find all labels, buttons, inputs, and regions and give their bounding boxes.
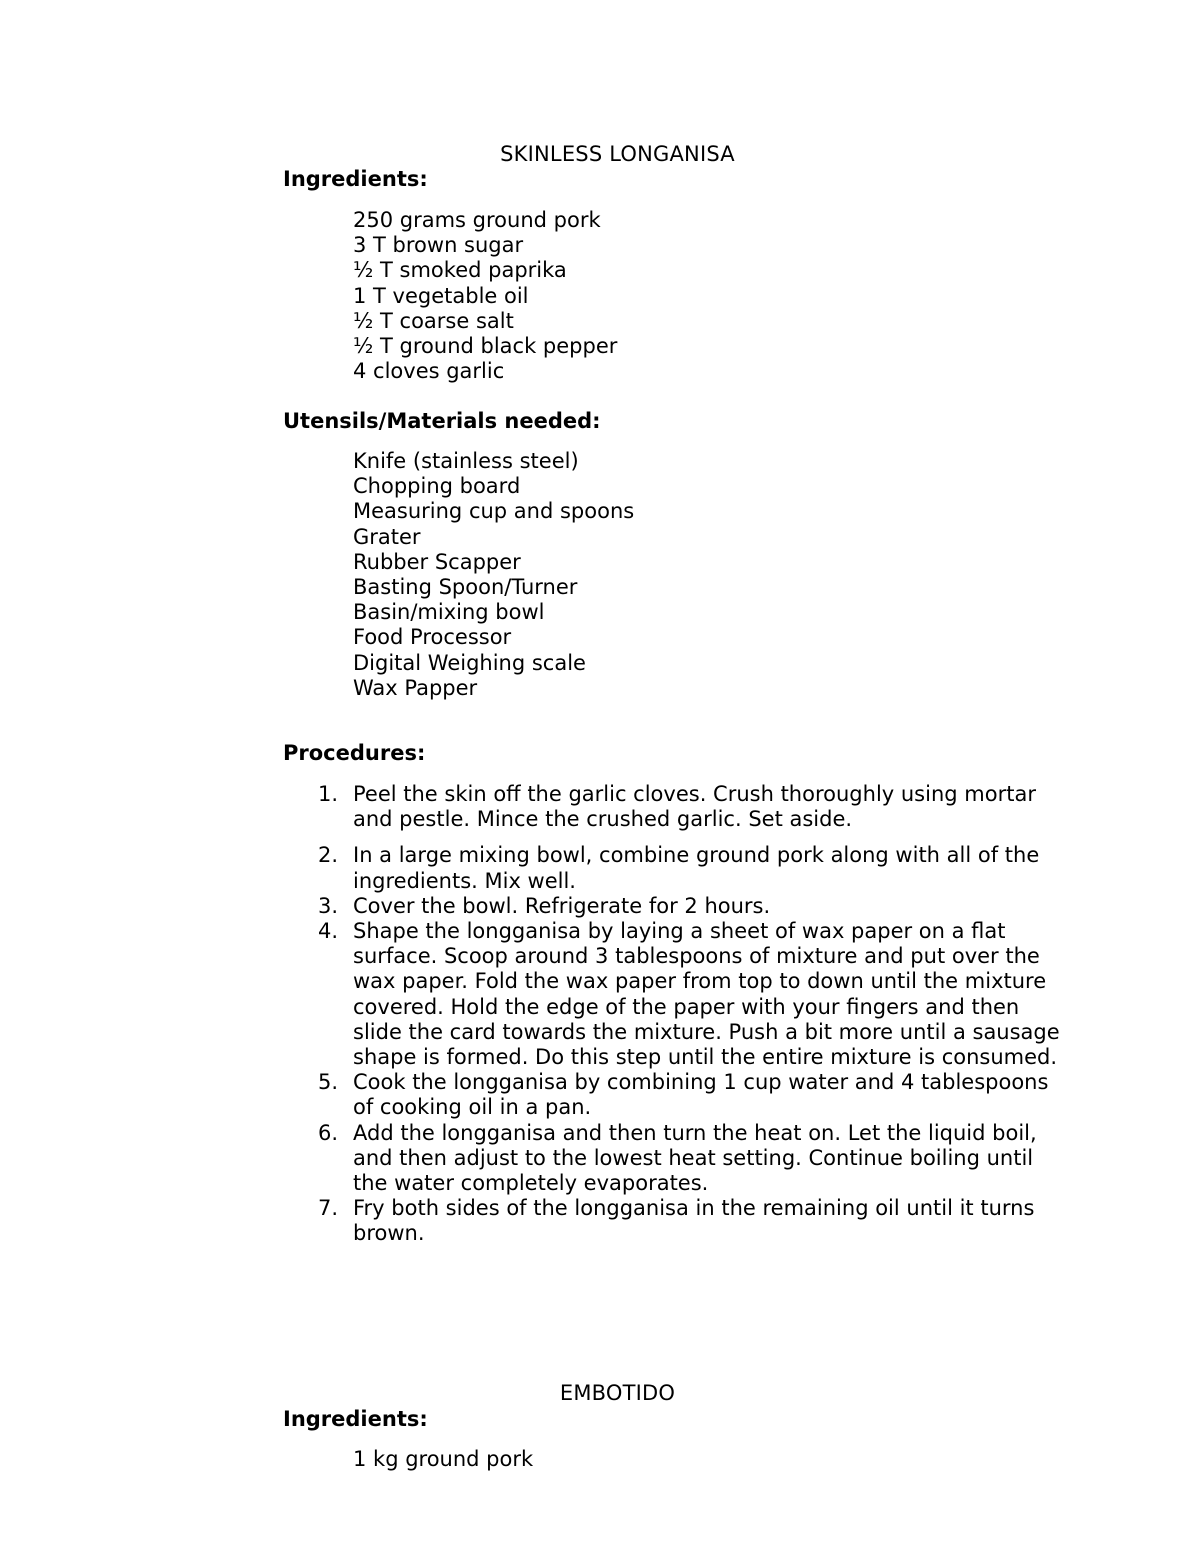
procedure-step	[283, 919, 1073, 1070]
step-text: Peel the skin off the garlic cloves. Crush thoroughly using mortar and pestle. Mince the crushed garlic. Set aside.	[353, 782, 1036, 832]
ingredients-list	[353, 1447, 533, 1472]
list-item: 3 T brown sugar	[353, 233, 524, 258]
step-text: Cook the longganisa by combining 1 cup water and 4 tablespoons of cooking oil in a pan.	[353, 1070, 1049, 1120]
procedure-step	[283, 843, 1073, 893]
list-item: Chopping board	[353, 474, 521, 499]
list-item: 4 cloves garlic	[353, 359, 505, 384]
list-item: Basin/mixing bowl	[353, 600, 545, 625]
step-text: Shape the longganisa by laying a sheet of wax paper on a flat surface. Scoop around 3 tablespoons of mixture and put over the wax paper. Fold the wax paper from top to down until the mixture covered. Hold the edge of the paper with your fingers and then slide the card towards the mixture. Push a bit more until a sausage shape is formed. Do this step until the entire mixture is consumed.	[353, 919, 1060, 1070]
ingredients-list	[353, 208, 617, 384]
step-text: Add the longganisa and then turn the heat on. Let the liquid boil, and then adjust to the lowest heat setting. Continue boiling until the water completely evaporates.	[353, 1120, 1037, 1196]
list-item: 1 kg ground pork	[353, 1447, 534, 1471]
list-item: Knife (stainless steel)	[353, 449, 579, 473]
step-number: 3.	[318, 893, 339, 918]
list-item: Rubber Scapper	[353, 549, 521, 574]
step-text: Cover the bowl. Refrigerate for 2 hours.	[353, 893, 771, 918]
list-item: ½ T ground black pepper	[353, 334, 618, 359]
list-item: Wax Papper	[353, 675, 478, 700]
step-text: Fry both sides of the longganisa in the remaining oil until it turns brown.	[353, 1196, 1035, 1246]
recipe-title: SKINLESS LONGANISA	[500, 142, 735, 166]
procedure-step	[283, 782, 1073, 832]
step-number: 6.	[318, 1120, 339, 1145]
list-item: Basting Spoon/Turner	[353, 575, 578, 600]
step-text: In a large mixing bowl, combine ground pork along with all of the ingredients. Mix well.	[353, 843, 1040, 893]
procedure-step	[283, 1070, 1073, 1120]
procedures-list	[283, 782, 1073, 1247]
list-item: ½ T smoked paprika	[353, 258, 567, 283]
list-item: 1 T vegetable oil	[353, 283, 529, 308]
procedure-step	[283, 1196, 1073, 1246]
utensils-list	[353, 449, 634, 701]
procedure-step	[283, 894, 1073, 919]
list-item: Food Processor	[353, 625, 512, 650]
procedure-step	[283, 1121, 1073, 1197]
utensils-heading: Utensils/Materials needed:	[283, 409, 601, 433]
procedures-heading: Procedures:	[283, 741, 426, 765]
list-item: Measuring cup and spoons	[353, 499, 635, 524]
step-number: 4.	[318, 919, 339, 944]
list-item: ½ T coarse salt	[353, 308, 514, 333]
step-number: 7.	[318, 1196, 339, 1221]
step-number: 2.	[318, 843, 339, 868]
recipe-title: EMBOTIDO	[559, 1381, 676, 1405]
ingredients-heading: Ingredients:	[283, 1407, 428, 1431]
ingredients-heading: Ingredients:	[283, 167, 428, 191]
list-item: Grater	[353, 524, 421, 549]
list-item: Digital Weighing scale	[353, 650, 586, 675]
step-number: 5.	[318, 1070, 339, 1095]
step-number: 1.	[318, 782, 339, 806]
list-item: 250 grams ground pork	[353, 208, 601, 232]
